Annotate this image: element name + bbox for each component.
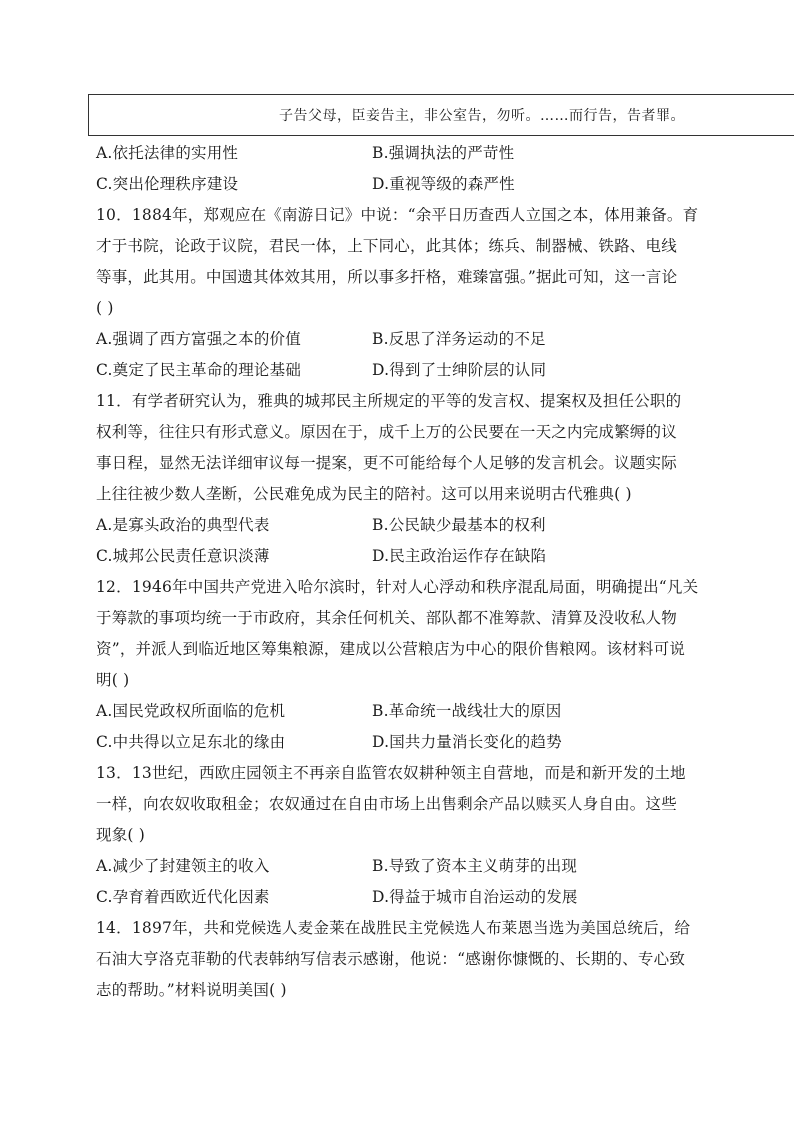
q12-stem-line: 12．1946年中国共产党进入哈尔滨时，针对人心浮动和秩序混乱局面，明确提出“凡关 — [96, 578, 699, 596]
q12-stem-line: 于筹款的事项均统一于市政府，其余任何机关、部队都不准筹款、清算及没收私人物 — [96, 609, 677, 627]
q14-stem-line: 志的帮助。”材料说明美国( ) — [96, 981, 287, 999]
q13-option-a[interactable]: A.减少了封建领主的收入 — [96, 857, 270, 875]
q9-option-a[interactable]: A.依托法律的实用性 — [96, 144, 239, 162]
q10-option-c[interactable]: C.奠定了民主革命的理论基础 — [96, 361, 302, 379]
q9-option-b[interactable]: B.强调执法的严苛性 — [372, 144, 515, 162]
q11-option-d[interactable]: D.民主政治运作存在缺陷 — [372, 547, 547, 565]
q13-stem-line: 现象( ) — [96, 826, 146, 844]
q11-options-row-1 — [96, 510, 696, 541]
q11-options-row-2 — [96, 541, 696, 572]
q12-option-c[interactable]: C.中共得以立足东北的缘由 — [96, 733, 286, 751]
q11-option-a[interactable]: A.是寡头政治的典型代表 — [96, 516, 270, 534]
q11-option-b[interactable]: B.公民缺少最基本的权利 — [372, 516, 546, 534]
q12-stem-line: 明( ) — [96, 671, 130, 689]
q10-options-row-2 — [96, 355, 696, 386]
q10-stem-line: 才于书院，论政于议院，君民一体，上下同心，此其体；练兵、制器械、铁路、电线 — [96, 237, 677, 255]
q13-options-row-1 — [96, 851, 696, 882]
q11-stem-line: 11．有学者研究认为，雅典的城邦民主所规定的平等的发言权、提案权及担任公职的 — [96, 392, 682, 410]
q13-option-b[interactable]: B.导致了资本主义萌芽的出现 — [372, 857, 578, 875]
q11-option-c[interactable]: C.城邦公民责任意识淡薄 — [96, 547, 270, 565]
q12-option-d[interactable]: D.国共力量消长变化的趋势 — [372, 733, 562, 751]
q10-stem-line: 10．1884年，郑观应在《南游日记》中说：“余平日历查西人立国之本，体用兼备。育 — [96, 206, 699, 224]
q12-options-row-1 — [96, 696, 696, 727]
q10-stem-line: ( ) — [96, 299, 114, 317]
q14-stem-line: 石油大亨洛克菲勒的代表韩纳写信表示感谢，他说：“感谢你慷慨的、长期的、专心致 — [96, 950, 686, 968]
q10-option-b[interactable]: B.反思了洋务运动的不足 — [372, 330, 546, 348]
q13-option-c[interactable]: C.孕育着西欧近代化因素 — [96, 888, 270, 906]
q13-stem-line: 一样，向农奴收取租金；农奴通过在自由市场上出售剩余产品以赎买人身自由。这些 — [96, 795, 677, 813]
q10-options-row-1 — [96, 324, 696, 355]
q11-stem-line: 权利等，往往只有形式意义。原因在于，成千上万的公民要在一天之内完成繁缛的议 — [96, 423, 677, 441]
q10-stem-line: 等事，此其用。中国遗其体效其用，所以事多扞格，难臻富强。”据此可知，这一言论 — [96, 268, 678, 286]
q9-option-c[interactable]: C.突出伦理秩序建设 — [96, 175, 239, 193]
q13-option-d[interactable]: D.得益于城市自治运动的发展 — [372, 888, 578, 906]
q11-stem-line: 上往往被少数人垄断，公民难免成为民主的陪衬。这可以用来说明古代雅典( ) — [96, 485, 632, 503]
quote-box — [88, 94, 794, 136]
quote-text: 子告父母，臣妾告主，非公室告，勿听。……而行告，告者罪。 — [279, 108, 685, 124]
q12-option-b[interactable]: B.革命统一战线壮大的原因 — [372, 702, 562, 720]
q10-option-a[interactable]: A.强调了西方富强之本的价值 — [96, 330, 301, 348]
q11-stem-line: 事日程，显然无法详细审议每一提案，更不可能给每个人足够的发言机会。议题实际 — [96, 454, 677, 472]
q13-stem-line: 13．13世纪，西欧庄园领主不再亲自监管农奴耕种领主自营地，而是和新开发的土地 — [96, 764, 686, 782]
question-content — [96, 138, 699, 1006]
q9-options-row-2 — [96, 169, 696, 200]
q12-option-a[interactable]: A.国民党政权所面临的危机 — [96, 702, 286, 720]
q9-option-d[interactable]: D.重视等级的森严性 — [372, 175, 515, 193]
q12-stem-line: 资”，并派人到临近地区筹集粮源，建成以公营粮店为中心的限价售粮网。该材料可说 — [96, 640, 686, 658]
q9-options-row-1 — [96, 138, 696, 169]
q12-options-row-2 — [96, 727, 696, 758]
q10-option-d[interactable]: D.得到了士绅阶层的认同 — [372, 361, 547, 379]
q14-stem-line: 14．1897年，共和党候选人麦金莱在战胜民主党候选人布莱恩当选为美国总统后，给 — [96, 919, 691, 937]
q13-options-row-2 — [96, 882, 696, 913]
